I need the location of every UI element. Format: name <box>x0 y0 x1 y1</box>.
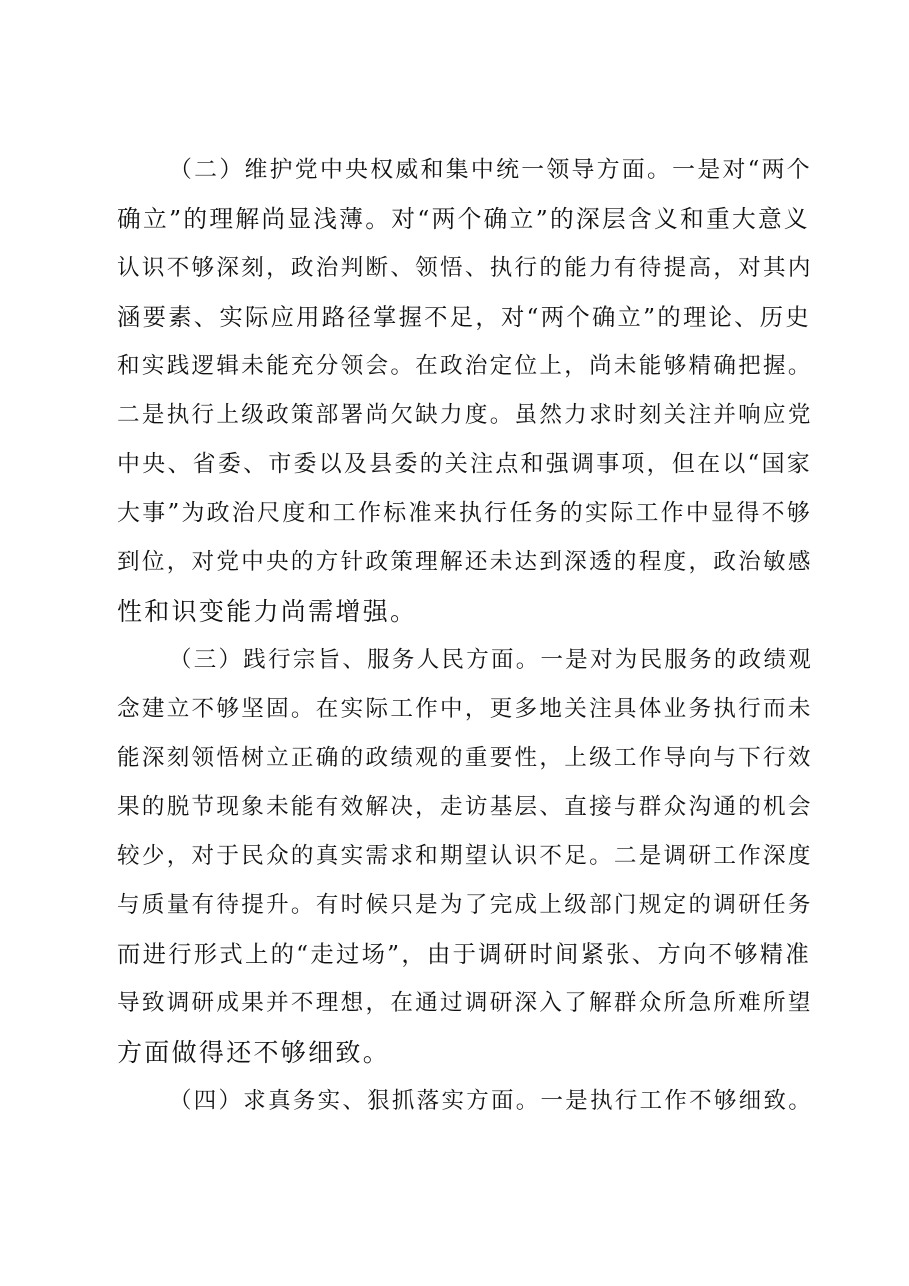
text-line: 二是执行上级政策部署尚欠缺力度。虽然力求时刻关注并响应党 <box>117 402 813 428</box>
text-line: 较少，对于民众的真实需求和期望认识不足。二是调研工作深度 <box>117 843 813 869</box>
text-line: 导致调研成果并不理想，在通过调研深入了解群众所急所难所望 <box>117 990 813 1016</box>
document-body <box>117 146 813 1126</box>
text-line: 到位，对党中央的方针政策理解还未达到深透的程度，政治敏感 <box>117 549 813 575</box>
text-line: （四）求真务实、狠抓落实方面。一是执行工作不够细致。 <box>169 1088 813 1114</box>
text-line: （三）践行宗旨、服务人民方面。一是对为民服务的政绩观 <box>169 647 813 673</box>
text-line: 能深刻领悟树立正确的政绩观的重要性，上级工作导向与下行效 <box>117 745 813 771</box>
text-line: 念建立不够坚固。在实际工作中，更多地关注具体业务执行而未 <box>117 696 813 722</box>
text-line: 与质量有待提升。有时候只是为了完成上级部门规定的调研任务 <box>117 892 813 918</box>
text-line: 方面做得还不够细致。 <box>117 1038 391 1067</box>
text-line: 果的脱节现象未能有效解决，走访基层、直接与群众沟通的机会 <box>117 794 813 820</box>
text-line: 确立”的理解尚显浅薄。对“两个确立”的深层含义和重大意义 <box>117 205 810 233</box>
paragraph-3 <box>117 636 813 1077</box>
text-line: （二）维护党中央权威和集中统一领导方面。一是对“两个 <box>169 157 812 183</box>
text-line: 而进行形式上的“走过场”，由于调研时间紧张、方向不够精准 <box>117 941 811 968</box>
text-line: 大事”为政治尺度和工作标准来执行任务的实际工作中显得不够 <box>117 500 813 526</box>
text-line: 中央、省委、市委以及县委的关注点和强调事项，但在以“国家 <box>117 451 813 477</box>
paragraph-4 <box>117 1077 813 1126</box>
paragraph-2 <box>117 146 813 636</box>
text-line: 认识不够深刻，政治判断、领悟、执行的能力有待提高，对其内 <box>117 255 813 281</box>
text-line: 涵要素、实际应用路径掌握不足，对“两个确立”的理论、历史 <box>117 304 811 331</box>
text-line: 和实践逻辑未能充分领会。在政治定位上，尚未能够精确把握。 <box>117 353 813 379</box>
text-line: 性和识变能力尚需增强。 <box>117 597 418 626</box>
